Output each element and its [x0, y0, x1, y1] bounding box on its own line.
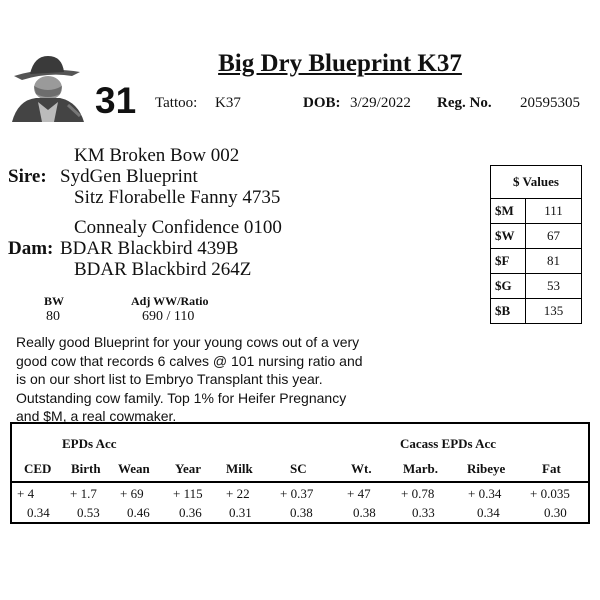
- dollar-key: $B: [491, 299, 526, 324]
- dollar-values-table: [490, 165, 582, 324]
- epd-value: + 22: [226, 486, 250, 501]
- dollar-values-header: $ Values: [491, 166, 582, 199]
- col-header: Milk: [226, 461, 253, 476]
- lot-number: 31: [95, 80, 137, 121]
- adj-label: Adj WW/Ratio: [131, 294, 209, 308]
- epd-value: + 0.78: [401, 486, 435, 501]
- adj-value: 690 / 110: [142, 309, 195, 324]
- col-header: Fat: [542, 461, 561, 476]
- description-line: Outstanding cow family. Top 1% for Heifer Pregnancy: [16, 389, 347, 406]
- acc-value: 0.34: [27, 505, 50, 520]
- dollar-key: $F: [491, 249, 526, 274]
- acc-value: 0.31: [229, 505, 252, 520]
- dollar-value: 81: [526, 249, 582, 274]
- table-row: [491, 199, 582, 224]
- description-line: and $M, a real cowmaker.: [16, 408, 177, 424]
- table-row: [491, 249, 582, 274]
- dollar-value: 67: [526, 224, 582, 249]
- dam-sire: Connealy Confidence 0100: [74, 217, 282, 238]
- col-header: Wean: [118, 461, 150, 476]
- sire-dam: Sitz Florabelle Fanny 4735: [74, 187, 281, 208]
- dob-value: 3/29/2022: [350, 95, 411, 111]
- col-header: Year: [175, 461, 201, 476]
- animal-title: Big Dry Blueprint K37: [218, 50, 462, 77]
- dollar-key: $M: [491, 199, 526, 224]
- bw-value: 80: [46, 309, 60, 324]
- epd-table: [10, 422, 590, 524]
- description-line: Really good Blueprint for your young cows out of a very: [16, 334, 360, 350]
- epd-value: + 115: [173, 486, 203, 501]
- epd-group-left: EPDs Acc: [62, 436, 117, 451]
- dollar-key: $G: [491, 274, 526, 299]
- acc-value: 0.46: [127, 505, 150, 520]
- bw-label: BW: [44, 294, 65, 308]
- divider: [12, 481, 588, 483]
- epd-value: + 1.7: [70, 486, 97, 501]
- acc-value: 0.34: [477, 505, 500, 520]
- acc-value: 0.33: [412, 505, 435, 520]
- reg-label: Reg. No.: [437, 95, 492, 111]
- table-row: [491, 224, 582, 249]
- epd-value: + 0.34: [468, 486, 502, 501]
- epd-value: + 0.035: [530, 486, 570, 501]
- dob-label: DOB:: [303, 95, 341, 111]
- epd-value: + 4: [17, 486, 35, 501]
- dollar-value: 111: [526, 199, 582, 224]
- col-header: SC: [290, 461, 307, 476]
- dam-dam: BDAR Blackbird 264Z: [74, 259, 252, 280]
- sire-sire: KM Broken Bow 002: [74, 145, 240, 166]
- acc-value: 0.38: [353, 505, 376, 520]
- epd-group-right: Cacass EPDs Acc: [400, 436, 497, 451]
- table-row: [491, 299, 582, 324]
- sire-name: SydGen Blueprint: [60, 166, 198, 187]
- epd-value: + 69: [120, 486, 144, 501]
- dollar-value: 135: [526, 299, 582, 324]
- col-header: Wt.: [351, 461, 372, 476]
- sire-label: Sire:: [8, 166, 47, 187]
- description: [16, 333, 384, 426]
- dollar-value: 53: [526, 274, 582, 299]
- dam-name: BDAR Blackbird 439B: [60, 238, 239, 259]
- col-header: Birth: [71, 461, 101, 476]
- description-line: is on our short list to Embryo Transplant this year.: [16, 371, 323, 387]
- table-row: [491, 274, 582, 299]
- reg-value: 20595305: [520, 95, 580, 111]
- dam-label: Dam:: [8, 238, 54, 259]
- tattoo-value: K37: [215, 95, 241, 111]
- tattoo-label: Tattoo:: [155, 95, 198, 111]
- epd-value: + 47: [347, 486, 371, 501]
- col-header: Marb.: [403, 461, 439, 476]
- col-header: Ribeye: [467, 461, 506, 476]
- description-line: good cow that records 6 calves @ 101 nursing ratio and: [16, 352, 363, 369]
- epd-value: + 0.37: [280, 486, 314, 501]
- col-header: CED: [24, 461, 52, 476]
- acc-value: 0.36: [179, 505, 202, 520]
- acc-value: 0.53: [77, 505, 100, 520]
- acc-value: 0.30: [544, 505, 567, 520]
- dollar-key: $W: [491, 224, 526, 249]
- acc-value: 0.38: [290, 505, 313, 520]
- cowboy-portrait-icon: [8, 50, 86, 122]
